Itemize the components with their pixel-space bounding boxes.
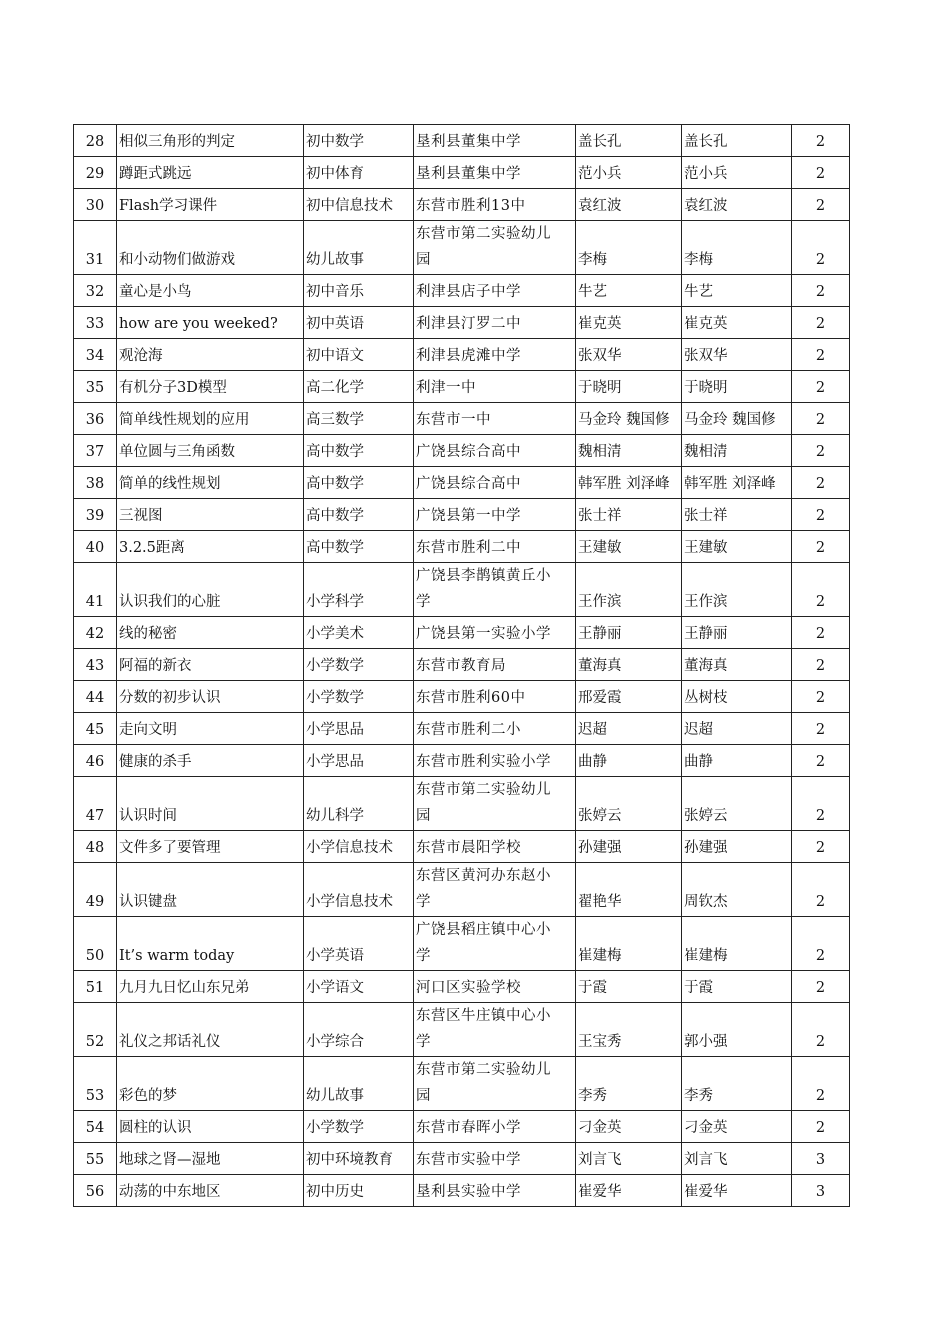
teacher-cell: 崔克英: [682, 307, 792, 339]
score-cell: 2: [792, 189, 850, 221]
teacher-cell: 董海真: [682, 649, 792, 681]
table-row: [74, 713, 850, 745]
teacher-cell: 王静丽: [682, 617, 792, 649]
author-cell: 王宝秀: [576, 1003, 682, 1057]
score-cell: 2: [792, 681, 850, 713]
score-cell: 2: [792, 403, 850, 435]
row-number-cell: 39: [74, 499, 117, 531]
score-cell: 2: [792, 157, 850, 189]
score-cell: 2: [792, 307, 850, 339]
score-cell: 2: [792, 563, 850, 617]
score-cell: 2: [792, 125, 850, 157]
teacher-cell: 盖长孔: [682, 125, 792, 157]
table-row: [74, 189, 850, 221]
author-cell: 邢爱霞: [576, 681, 682, 713]
table-row: [74, 371, 850, 403]
row-number-cell: 41: [74, 563, 117, 617]
school-cell: 利津县店子中学: [414, 275, 576, 307]
row-number-cell: 42: [74, 617, 117, 649]
title-cell: 有机分子3D模型: [117, 371, 304, 403]
score-cell: 2: [792, 745, 850, 777]
school-cell: 利津一中: [414, 371, 576, 403]
author-cell: 韩军胜 刘泽峰: [576, 467, 682, 499]
row-number-cell: 45: [74, 713, 117, 745]
teacher-cell: 崔爱华: [682, 1175, 792, 1207]
school-cell: [414, 863, 576, 917]
score-cell: 2: [792, 863, 850, 917]
teacher-cell: 李梅: [682, 221, 792, 275]
score-cell: 2: [792, 1111, 850, 1143]
subject-cell: 小学思品: [304, 745, 414, 777]
school-line: 广饶县李鹊镇黄丘小: [416, 568, 551, 584]
author-cell: 迟超: [576, 713, 682, 745]
school-cell: 东营市春晖小学: [414, 1111, 576, 1143]
author-cell: 孙建强: [576, 831, 682, 863]
subject-cell: 小学美术: [304, 617, 414, 649]
score-cell: 2: [792, 1003, 850, 1057]
school-line: 学: [416, 1034, 431, 1050]
teacher-cell: 于晓明: [682, 371, 792, 403]
school-line: 东营区牛庄镇中心小: [416, 1008, 551, 1024]
school-cell: 广饶县第一实验小学: [414, 617, 576, 649]
teacher-cell: 魏相清: [682, 435, 792, 467]
score-cell: 2: [792, 339, 850, 371]
school-cell: 东营市胜利60中: [414, 681, 576, 713]
teacher-cell: 牛艺: [682, 275, 792, 307]
author-cell: 刁金英: [576, 1111, 682, 1143]
subject-cell: 幼儿故事: [304, 1057, 414, 1111]
teacher-cell: 丛树枝: [682, 681, 792, 713]
row-number-cell: 31: [74, 221, 117, 275]
score-cell: 2: [792, 531, 850, 563]
teacher-cell: 刁金英: [682, 1111, 792, 1143]
title-cell: 圆柱的认识: [117, 1111, 304, 1143]
score-cell: 2: [792, 275, 850, 307]
teacher-cell: 刘言飞: [682, 1143, 792, 1175]
teacher-cell: 崔建梅: [682, 917, 792, 971]
title-cell: Flash学习课件: [117, 189, 304, 221]
school-cell: [414, 1003, 576, 1057]
school-cell: 东营市胜利二小: [414, 713, 576, 745]
score-cell: 2: [792, 467, 850, 499]
author-cell: 牛艺: [576, 275, 682, 307]
subject-cell: 幼儿故事: [304, 221, 414, 275]
score-cell: 2: [792, 649, 850, 681]
school-cell: [414, 563, 576, 617]
table-row: [74, 563, 850, 617]
table-row: [74, 403, 850, 435]
school-line: 东营市第二实验幼儿: [416, 782, 551, 798]
title-cell: 彩色的梦: [117, 1057, 304, 1111]
table-body: [74, 125, 850, 1207]
author-cell: 盖长孔: [576, 125, 682, 157]
author-cell: 张双华: [576, 339, 682, 371]
school-cell: 东营市胜利二中: [414, 531, 576, 563]
title-cell: 认识时间: [117, 777, 304, 831]
subject-cell: 高三数学: [304, 403, 414, 435]
title-cell: 童心是小鸟: [117, 275, 304, 307]
school-cell: 东营市实验中学: [414, 1143, 576, 1175]
title-cell: 3.2.5距离: [117, 531, 304, 563]
school-line: 学: [416, 594, 431, 610]
award-table: [73, 124, 850, 1207]
row-number-cell: 29: [74, 157, 117, 189]
score-cell: 2: [792, 435, 850, 467]
score-cell: 2: [792, 917, 850, 971]
subject-cell: 初中信息技术: [304, 189, 414, 221]
title-cell: 健康的杀手: [117, 745, 304, 777]
teacher-cell: 李秀: [682, 1057, 792, 1111]
title-cell: how are you weeked?: [117, 307, 304, 339]
row-number-cell: 33: [74, 307, 117, 339]
subject-cell: 高二化学: [304, 371, 414, 403]
table-row: [74, 617, 850, 649]
teacher-cell: 范小兵: [682, 157, 792, 189]
subject-cell: 小学综合: [304, 1003, 414, 1057]
author-cell: 王建敏: [576, 531, 682, 563]
school-cell: 东营市胜利实验小学: [414, 745, 576, 777]
subject-cell: 高中数学: [304, 435, 414, 467]
table-row: [74, 1111, 850, 1143]
author-cell: 董海真: [576, 649, 682, 681]
row-number-cell: 38: [74, 467, 117, 499]
row-number-cell: 32: [74, 275, 117, 307]
author-cell: 刘言飞: [576, 1143, 682, 1175]
teacher-cell: 迟超: [682, 713, 792, 745]
school-line: 东营区黄河办东赵小: [416, 868, 551, 884]
school-cell: [414, 917, 576, 971]
subject-cell: 小学数学: [304, 649, 414, 681]
school-cell: 广饶县第一中学: [414, 499, 576, 531]
teacher-cell: 孙建强: [682, 831, 792, 863]
subject-cell: 初中语文: [304, 339, 414, 371]
author-cell: 范小兵: [576, 157, 682, 189]
table-row: [74, 435, 850, 467]
row-number-cell: 48: [74, 831, 117, 863]
author-cell: 翟艳华: [576, 863, 682, 917]
author-cell: 李梅: [576, 221, 682, 275]
teacher-cell: 马金玲 魏国修: [682, 403, 792, 435]
title-cell: 礼仪之邦话礼仪: [117, 1003, 304, 1057]
teacher-cell: 袁红波: [682, 189, 792, 221]
table-row: [74, 971, 850, 1003]
title-cell: 简单的线性规划: [117, 467, 304, 499]
row-number-cell: 35: [74, 371, 117, 403]
school-cell: 垦利县董集中学: [414, 125, 576, 157]
table-row: [74, 467, 850, 499]
row-number-cell: 28: [74, 125, 117, 157]
teacher-cell: 郭小强: [682, 1003, 792, 1057]
subject-cell: 初中数学: [304, 125, 414, 157]
school-line: 园: [416, 1088, 431, 1104]
author-cell: 张士祥: [576, 499, 682, 531]
table-row: [74, 1143, 850, 1175]
table-row: [74, 275, 850, 307]
school-cell: [414, 777, 576, 831]
school-cell: 东营市一中: [414, 403, 576, 435]
author-cell: 魏相清: [576, 435, 682, 467]
title-cell: 文件多了要管理: [117, 831, 304, 863]
author-cell: 于晓明: [576, 371, 682, 403]
subject-cell: 小学科学: [304, 563, 414, 617]
title-cell: 观沧海: [117, 339, 304, 371]
row-number-cell: 43: [74, 649, 117, 681]
title-cell: 和小动物们做游戏: [117, 221, 304, 275]
subject-cell: 初中音乐: [304, 275, 414, 307]
subject-cell: 初中历史: [304, 1175, 414, 1207]
title-cell: 九月九日忆山东兄弟: [117, 971, 304, 1003]
subject-cell: 初中体育: [304, 157, 414, 189]
school-cell: 东营市教育局: [414, 649, 576, 681]
school-cell: [414, 1057, 576, 1111]
school-cell: 广饶县综合高中: [414, 467, 576, 499]
author-cell: 袁红波: [576, 189, 682, 221]
teacher-cell: 张士祥: [682, 499, 792, 531]
row-number-cell: 46: [74, 745, 117, 777]
score-cell: 2: [792, 777, 850, 831]
row-number-cell: 36: [74, 403, 117, 435]
author-cell: 李秀: [576, 1057, 682, 1111]
subject-cell: 小学数学: [304, 681, 414, 713]
title-cell: 线的秘密: [117, 617, 304, 649]
row-number-cell: 30: [74, 189, 117, 221]
author-cell: 张婷云: [576, 777, 682, 831]
teacher-cell: 张双华: [682, 339, 792, 371]
title-cell: 蹲距式跳远: [117, 157, 304, 189]
school-cell: [414, 221, 576, 275]
table-row: [74, 531, 850, 563]
title-cell: 相似三角形的判定: [117, 125, 304, 157]
score-cell: 2: [792, 371, 850, 403]
subject-cell: 初中英语: [304, 307, 414, 339]
table-row: [74, 917, 850, 971]
table-row: [74, 499, 850, 531]
score-cell: 2: [792, 499, 850, 531]
teacher-cell: 周钦杰: [682, 863, 792, 917]
school-line: 学: [416, 894, 431, 910]
author-cell: 王作滨: [576, 563, 682, 617]
title-cell: 简单线性规划的应用: [117, 403, 304, 435]
row-number-cell: 40: [74, 531, 117, 563]
row-number-cell: 56: [74, 1175, 117, 1207]
subject-cell: 高中数学: [304, 467, 414, 499]
row-number-cell: 47: [74, 777, 117, 831]
table-row: [74, 649, 850, 681]
author-cell: 崔建梅: [576, 917, 682, 971]
score-cell: 3: [792, 1175, 850, 1207]
title-cell: 动荡的中东地区: [117, 1175, 304, 1207]
school-line: 东营市第二实验幼儿: [416, 226, 551, 242]
teacher-cell: 张婷云: [682, 777, 792, 831]
teacher-cell: 王作滨: [682, 563, 792, 617]
subject-cell: 小学英语: [304, 917, 414, 971]
school-cell: 东营市胜利13中: [414, 189, 576, 221]
subject-cell: 高中数学: [304, 499, 414, 531]
table-row: [74, 157, 850, 189]
school-cell: 垦利县实验中学: [414, 1175, 576, 1207]
subject-cell: 幼儿科学: [304, 777, 414, 831]
title-cell: 走向文明: [117, 713, 304, 745]
teacher-cell: 王建敏: [682, 531, 792, 563]
title-cell: 阿福的新衣: [117, 649, 304, 681]
subject-cell: 小学信息技术: [304, 831, 414, 863]
row-number-cell: 51: [74, 971, 117, 1003]
title-cell: 认识我们的心脏: [117, 563, 304, 617]
score-cell: 2: [792, 221, 850, 275]
row-number-cell: 52: [74, 1003, 117, 1057]
subject-cell: 高中数学: [304, 531, 414, 563]
table-row: [74, 307, 850, 339]
school-cell: 利津县汀罗二中: [414, 307, 576, 339]
school-line: 学: [416, 948, 431, 964]
author-cell: 曲静: [576, 745, 682, 777]
school-line: 东营市第二实验幼儿: [416, 1062, 551, 1078]
subject-cell: 小学数学: [304, 1111, 414, 1143]
subject-cell: 初中环境教育: [304, 1143, 414, 1175]
teacher-cell: 于霞: [682, 971, 792, 1003]
score-cell: 2: [792, 831, 850, 863]
table-row: [74, 1175, 850, 1207]
school-line: 园: [416, 808, 431, 824]
row-number-cell: 34: [74, 339, 117, 371]
row-number-cell: 44: [74, 681, 117, 713]
author-cell: 于霞: [576, 971, 682, 1003]
title-cell: 单位圆与三角函数: [117, 435, 304, 467]
table-row: [74, 863, 850, 917]
teacher-cell: 韩军胜 刘泽峰: [682, 467, 792, 499]
school-cell: 利津县虎滩中学: [414, 339, 576, 371]
row-number-cell: 37: [74, 435, 117, 467]
score-cell: 2: [792, 971, 850, 1003]
school-line: 园: [416, 252, 431, 268]
author-cell: 马金玲 魏国修: [576, 403, 682, 435]
score-cell: 2: [792, 617, 850, 649]
table-row: [74, 831, 850, 863]
score-cell: 2: [792, 713, 850, 745]
title-cell: It’s warm today: [117, 917, 304, 971]
author-cell: 王静丽: [576, 617, 682, 649]
school-cell: 东营市晨阳学校: [414, 831, 576, 863]
subject-cell: 小学语文: [304, 971, 414, 1003]
title-cell: 地球之肾—湿地: [117, 1143, 304, 1175]
school-cell: 垦利县董集中学: [414, 157, 576, 189]
score-cell: 2: [792, 1057, 850, 1111]
row-number-cell: 54: [74, 1111, 117, 1143]
school-cell: 河口区实验学校: [414, 971, 576, 1003]
title-cell: 认识键盘: [117, 863, 304, 917]
row-number-cell: 49: [74, 863, 117, 917]
author-cell: 崔克英: [576, 307, 682, 339]
author-cell: 崔爱华: [576, 1175, 682, 1207]
table-row: [74, 777, 850, 831]
table-row: [74, 125, 850, 157]
table-row: [74, 339, 850, 371]
table-row: [74, 221, 850, 275]
subject-cell: 小学思品: [304, 713, 414, 745]
subject-cell: 小学信息技术: [304, 863, 414, 917]
teacher-cell: 曲静: [682, 745, 792, 777]
score-cell: 3: [792, 1143, 850, 1175]
table-row: [74, 681, 850, 713]
school-line: 广饶县稻庄镇中心小: [416, 922, 551, 938]
table-row: [74, 745, 850, 777]
table-row: [74, 1003, 850, 1057]
title-cell: 分数的初步认识: [117, 681, 304, 713]
row-number-cell: 50: [74, 917, 117, 971]
row-number-cell: 55: [74, 1143, 117, 1175]
title-cell: 三视图: [117, 499, 304, 531]
row-number-cell: 53: [74, 1057, 117, 1111]
school-cell: 广饶县综合高中: [414, 435, 576, 467]
table-row: [74, 1057, 850, 1111]
